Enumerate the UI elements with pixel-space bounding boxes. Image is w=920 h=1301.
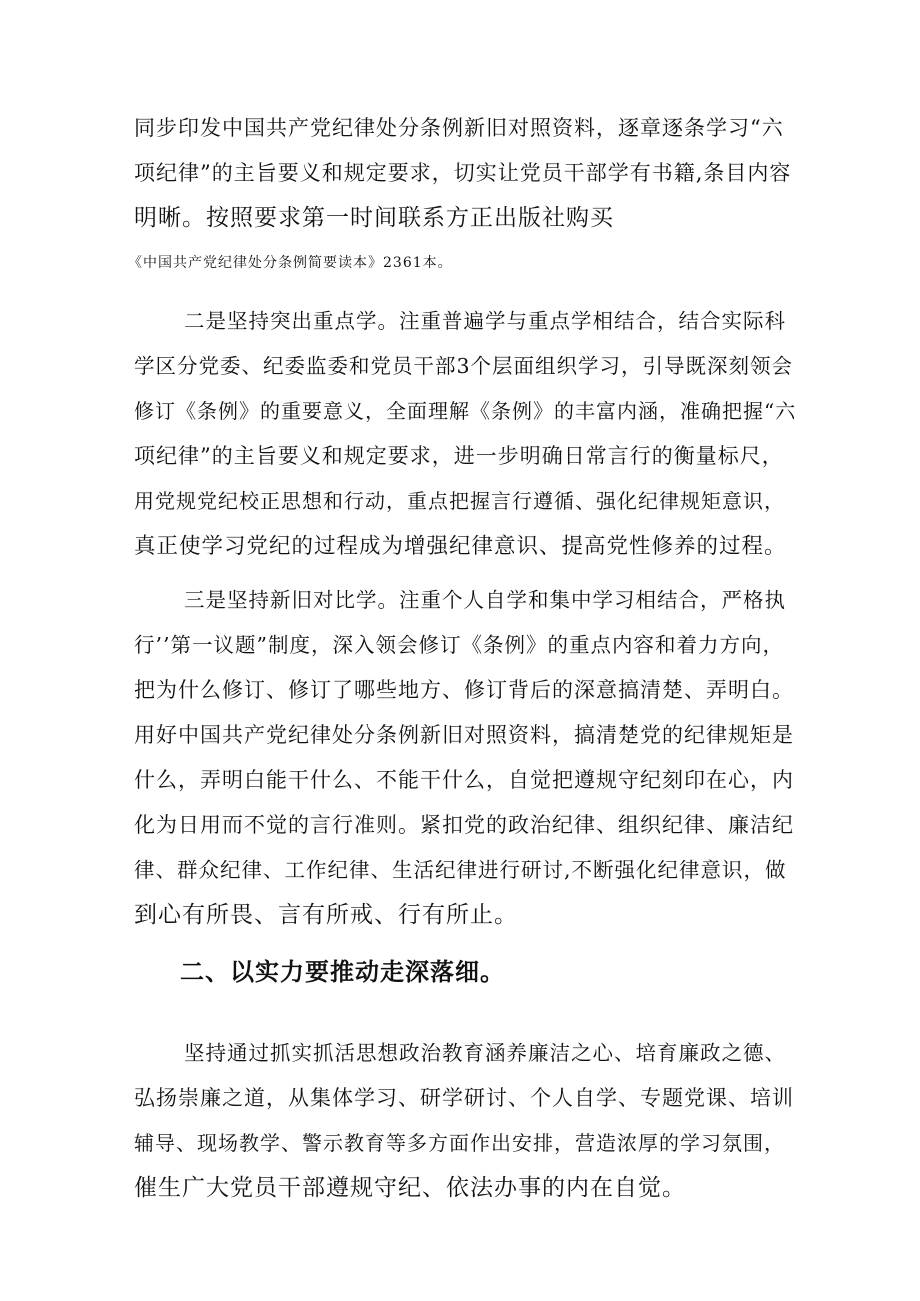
paragraph-3 [134,578,794,938]
paragraph-line: 到心有所畏、言有所戒、行有所止。 [134,902,518,928]
paragraph-4 [134,1031,794,1211]
paragraph-line: 项纪律”的主旨要义和规定要求，切实让党员干部学有书籍,条目内容 [134,161,792,185]
paragraph-line: 用好中国共产党纪律处分条例新旧对照资料，搞清楚党的纪律规矩是 [134,723,794,747]
paragraph-line: 明晰。按照要求第一时间联系方正出版社购买 [134,205,614,231]
paragraph-line: 什么，弄明白能干什么、不能干什么，自觉把遵规守纪刻印在心，内 [134,768,794,792]
paragraph-1 [128,106,794,286]
paragraph-line: 同步印发中国共产党纪律处分条例新旧对照资料，逐章逐条学习“六 [134,116,784,140]
paragraph-line: 辅导、现场教学、警示教育等多方面作出安排，营造浓厚的学习氛围， [134,1131,785,1155]
paragraph-2 [134,299,797,569]
paragraph-line: 三是坚持新旧对比学。注重个人自学和集中学习相结合，严格执 [184,588,786,612]
paragraph-line: 行’’第一议题”制度，深入领会修订《条例》的重点内容和着力方向， [134,633,785,657]
paragraph-line: 坚持通过抓实抓活思想政治教育涵养廉洁之心、培育廉政之德、 [184,1041,786,1065]
paragraph-line: 弘扬崇廉之道，从集体学习、研学研讨、个人自学、专题党课、培训 [134,1086,794,1110]
section-heading: 二、以实力要推动走深落细。 [180,958,505,986]
paragraph-line: 真正使学习党纪的过程成为增强纪律意识、提高党性修养的过程。 [134,534,787,559]
paragraph-line: 学区分党委、纪委监委和党员干部3个层面组织学习，引导既深刻领会 [134,354,794,378]
paragraph-line: 催生广大党员干部遵规守纪、依法办事的内在自觉。 [134,1175,686,1201]
paragraph-line: 律、群众纪律、工作纪律、生活纪律进行研讨,不断强化纪律意识，做 [134,858,787,882]
paragraph-line: 化为日用而不觉的言行准则。紧扣党的政治纪律、组织纪律、廉洁纪 [134,813,794,837]
paragraph-line: 修订《条例》的重要意义，全面理解《条例》的丰富内涵，准确把握“六 [134,399,797,423]
paragraph-line: 《中国共产党纪律处分条例简要读本》2361本。 [128,255,453,271]
paragraph-line: 把为什么修订、修订了哪些地方、修订背后的深意搞清楚、弄明白。 [134,678,794,702]
paragraph-line: 用党规党纪校正思想和行动，重点把握言行遵循、强化纪律规矩意识， [134,489,785,513]
paragraph-line: 二是坚持突出重点学。注重普遍学与重点学相结合，结合实际科 [184,309,786,333]
paragraph-line: 项纪律”的主旨要义和规定要求，进一步明确日常言行的衡量标尺， [134,444,784,468]
